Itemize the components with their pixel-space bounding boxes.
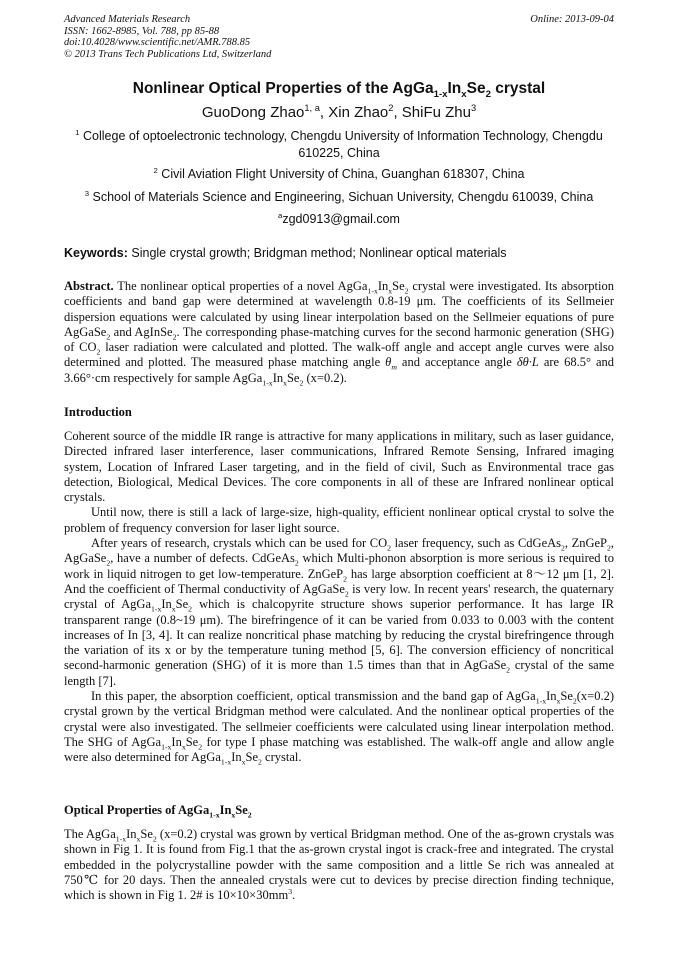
affiliation-2: $^2$ Civil Aviation Flight University of China, Guanghan 618307, China	[153, 165, 525, 181]
issn: ISSN: 1662-8985, Vol. 788, pp 85-88	[64, 25, 220, 37]
journal-header	[64, 14, 271, 60]
author-email[interactable]: $^a$zgd0913@gmail.com	[278, 210, 400, 226]
abstract: Abstract. The nonlinear optical properties of a novel $AgGa_{1-x}In_xSe_2$ crystal were investigated. Its absorption coefficients and band gap were determined at wavelength 0.8-19 μm. The coefficients of its Sellmeier dispersion equations were calculated by using linear interpolation based on the Sellmeier equations of pure AgGaSe$_2$ and AgInSe$_2$. The corresponding phase-matching curves for the second harmonic generation (SHG) of $CO_2$ laser radiation were calculated and plotted. The walk-off angle and accept angle curves were also determined and plotted. The measured phase matching angle $\theta_m$ and acceptance angle δθ·L are 68.5° and 3.66°·cm respectively for sample $AgGa_{1-x}In_xSe_2$ (x=0.2).	[64, 279, 614, 388]
intro-paragraph-3: After years of research, crystals which can be used for $CO_2$ laser frequency, such as CdGeAs$_2$, ZnGeP$_2$, AgGaSe$_2$, have a number of defects. CdGeAs$_2$ which Multi-phonon absorption is more serious is required to work in liquid nitrogen to get low-temperature. ZnGeP$_2$ has large absorption coefficient at 8～12 μm [1, 2]. And the coefficient of Thermal conductivity of AgGaSe$_2$ is very low. In recent years' research, the quaternary crystal of $AgGa_{1-x}In_xSe_2$ which is chalcopyrite structure shows superior performance. It has large IR transparent range (0.8~19 μm). The birefringence of it can be varied from 0.033 to 0.003 with the content increases of In [3, 4]. It can realize noncritical phase matching by reducing the crystal birefringence through the variation of its x or by the temperature tuning method [5, 6]. The conversion efficiency of noncritical second-harmonic generation (SHG) of it is more than 1.5 times than that in AgGaSe$_2$ crystal of the same length [7].	[64, 536, 614, 688]
optical-paragraph-1: The $AgGa_{1-x}In_xSe_2$ (x=0.2) crystal was grown by vertical Bridgman method. One of the as-grown crystals was shown in Fig 1. It is found from Fig.1 that the as-grown crystal ingot is crack-free and integrated. The crystal embedded in the polycrystalline powder with the same composition and a little Se rich was annealed at 750℃ for 20 days. Then the annealed crystals were cut to devices by precise direction finding technique, which is shown in Fig 1. 2# is $10\times 10\times 30mm^3$.	[64, 827, 614, 903]
affiliation-3: $^3$ School of Materials Science and Engineering, Sichuan University, Chengdu 610039, China	[84, 188, 594, 204]
section-heading-introduction: Introduction	[64, 405, 132, 419]
intro-paragraph-1: Coherent source of the middle IR range is attractive for many applications in military, such as laser guidance, Directed infrared laser interference, laser communications, Infrared Remote Sensing, Infrared imaging system, Location of Infrared Laser targeting, and in the field of civil, Such as Environmental trace gas detection, Biological, Medical Devices. The core components in all of these are Infrared nonlinear optical crystals.	[64, 429, 614, 505]
paper-title: Nonlinear Optical Properties of the $AgGa_{1-x}In_xSe_2$ crystal	[132, 80, 546, 101]
optical-properties-body	[64, 827, 614, 903]
introduction-body	[64, 429, 614, 766]
online-date: Online: 2013-09-04	[530, 14, 614, 25]
intro-paragraph-2: Until now, there is still a lack of large-size, high-quality, efficient nonlinear optical crystal to solve the problem of frequency conversion for laser light source.	[64, 505, 614, 535]
section-heading-optical-properties: Optical Properties of $AgGa_{1-x}In_xSe_2$	[64, 803, 252, 820]
keywords: Keywords: Single crystal growth; Bridgman method; Nonlinear optical materials	[64, 246, 507, 260]
author-list: GuoDong Zhao$^{1, a}$, Xin Zhao$^2$, ShiFu Zhu$^3$	[201, 103, 477, 121]
journal-name: Advanced Materials Research	[64, 14, 191, 25]
doi: doi:10.4028/www.scientific.net/AMR.788.85	[64, 37, 251, 48]
copyright: © 2013 Trans Tech Publications Ltd, Switzerland	[64, 48, 272, 60]
intro-paragraph-4: In this paper, the absorption coefficient, optical transmission and the band gap of $AgGa_{1-x}In_xSe_2(x=0.2)$ crystal grown by the vertical Bridgman method were calculated. And the nonlinear optical properties of the crystal were also investigated. The sellmeier coefficients were calculated using linear interpolation method. The SHG of $AgGa_{1-x}In_xSe_2$ for type I phase matching was established. The walk-off angle and allow angle were also determined for $AgGa_{1-x}In_xSe_2$ crystal.	[64, 689, 614, 767]
affiliation-1: $^1$ College of optoelectronic technology, Chengdu University of Information Technology, Chengdu 610225, China	[75, 127, 603, 160]
